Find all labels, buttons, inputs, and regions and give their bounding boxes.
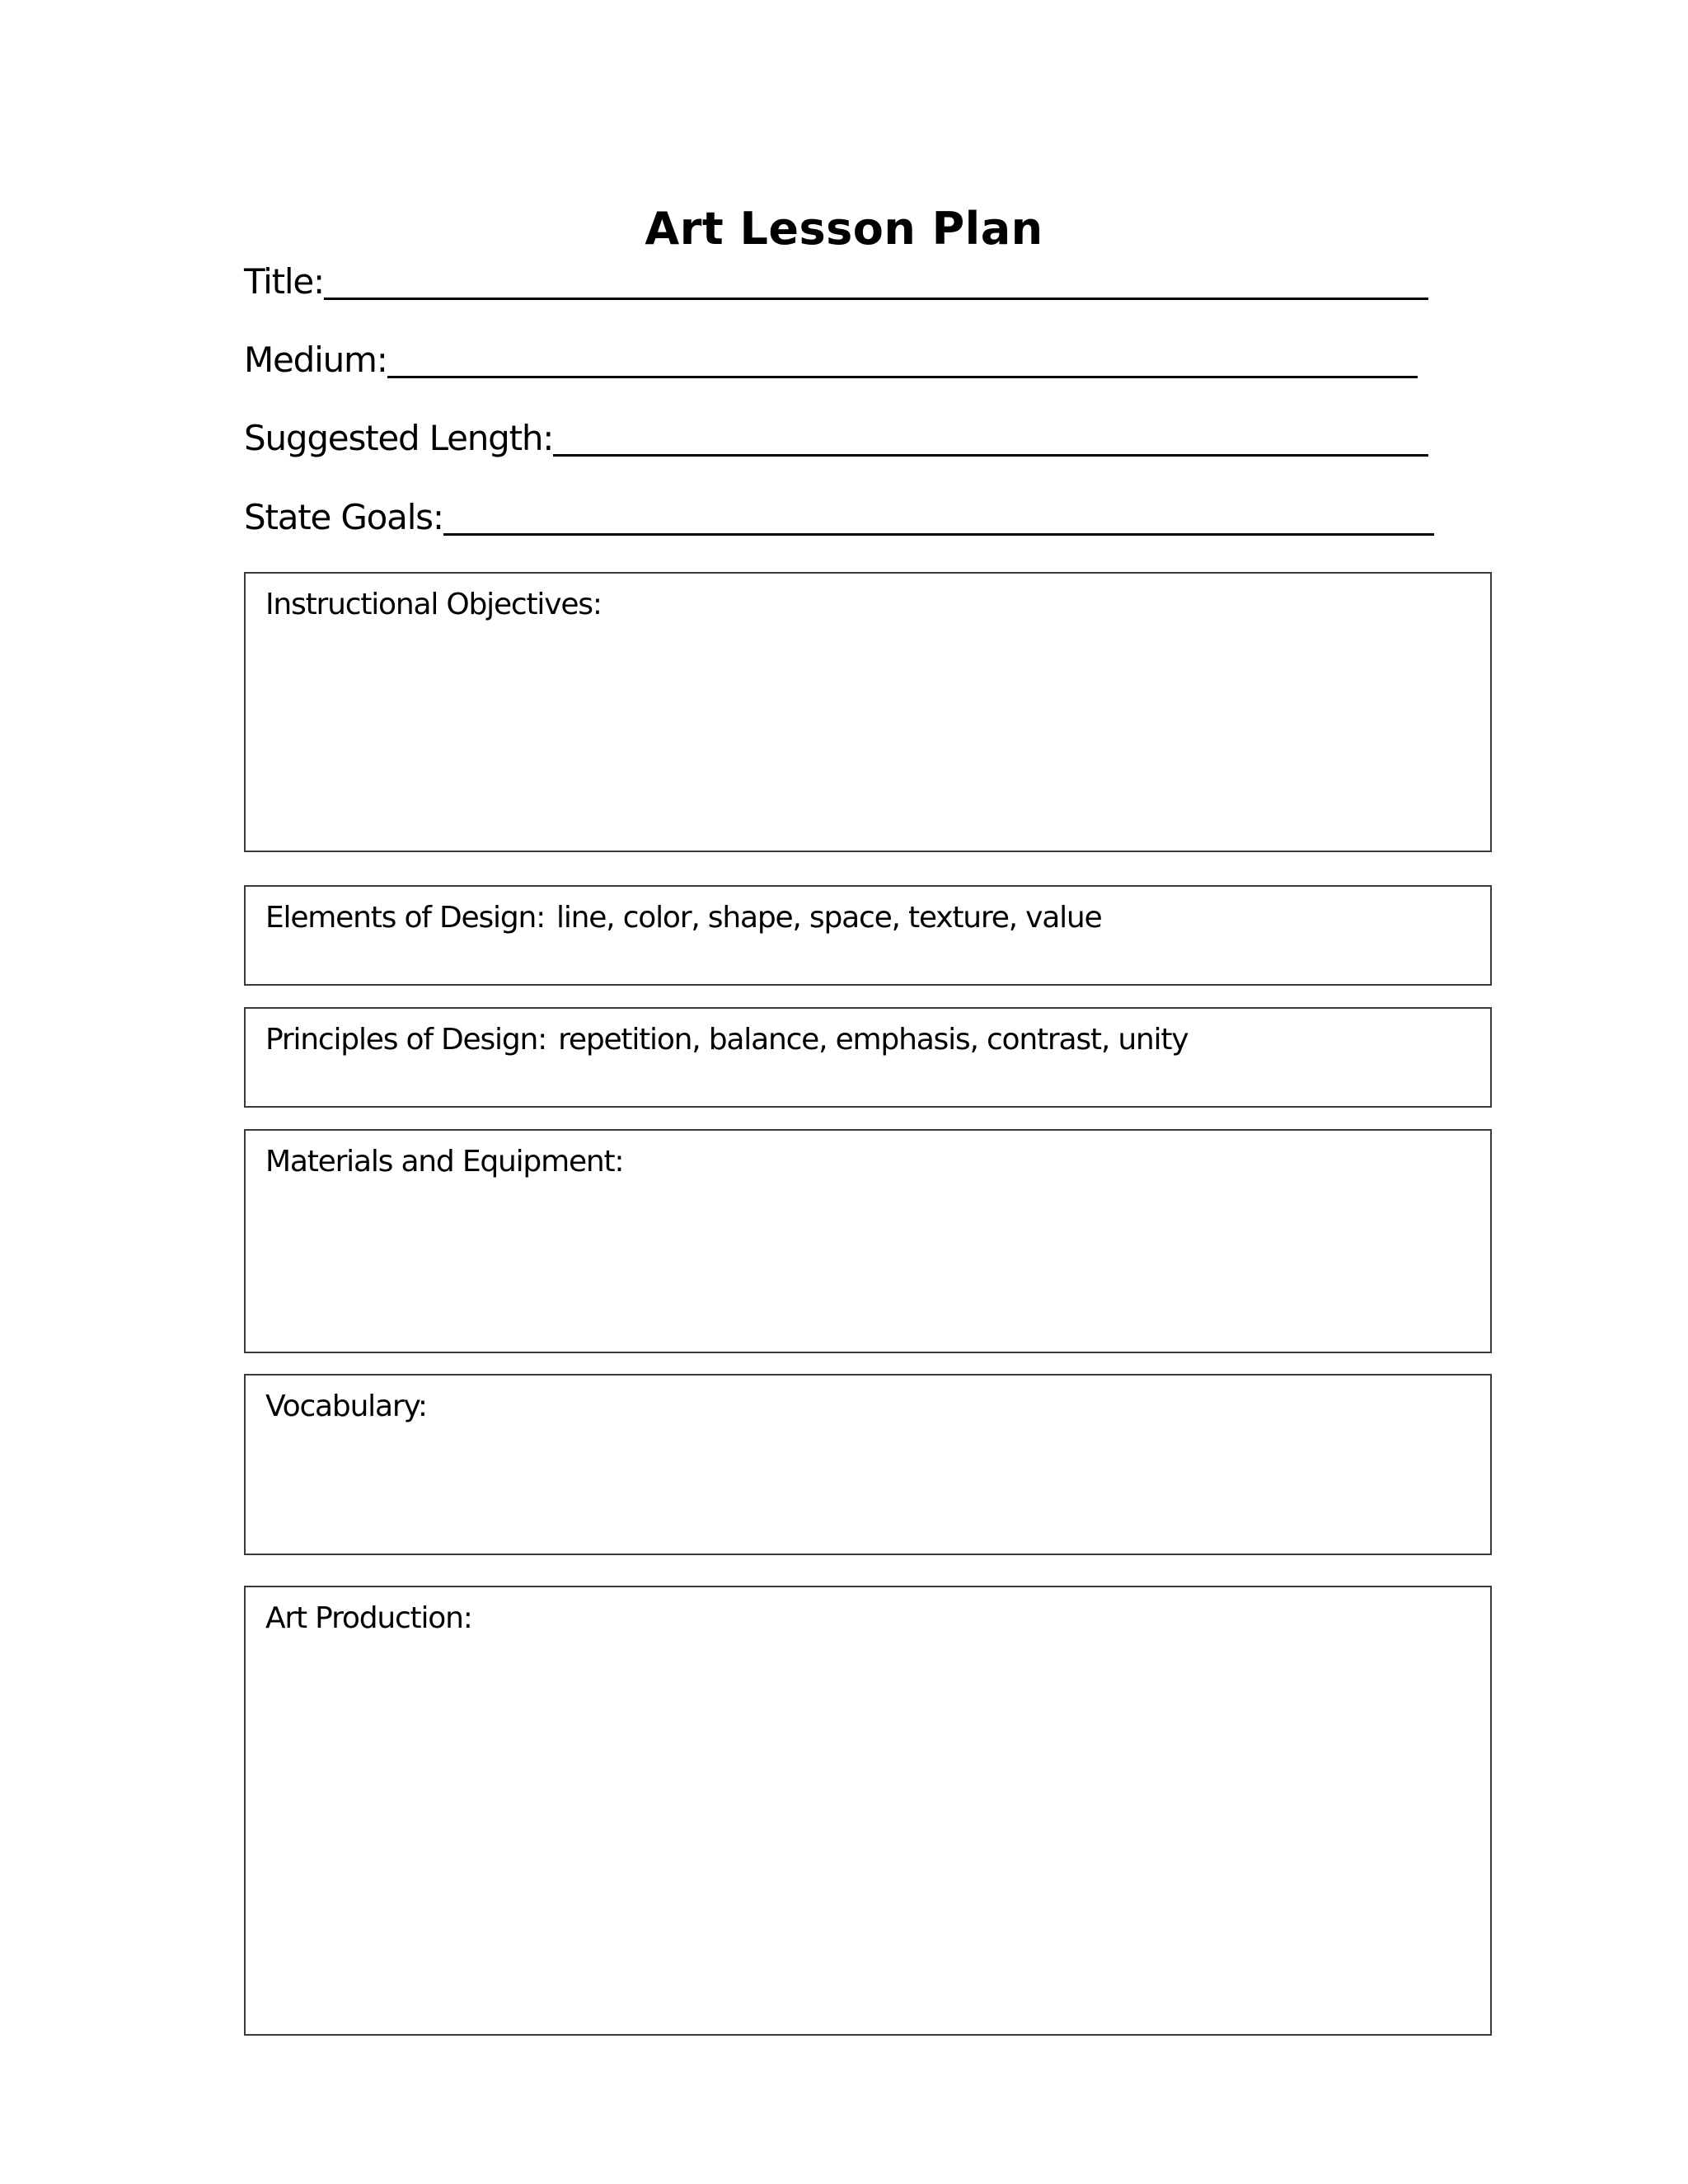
principles-of-design-box[interactable] (244, 1007, 1492, 1108)
instructional-objectives-label: Instructional Objectives: (265, 588, 602, 621)
state-goals-field-label: State Goals: (244, 497, 443, 537)
suggested-length-blank-line[interactable] (553, 454, 1428, 457)
vocabulary-label: Vocabulary: (265, 1390, 427, 1423)
elements-of-design-label: Elements of Design: (265, 901, 546, 935)
medium-field-label: Medium: (244, 340, 387, 380)
materials-and-equipment-label: Materials and Equipment: (265, 1145, 624, 1179)
elements-of-design-text (265, 898, 1101, 938)
title-field-label: Title: (244, 261, 324, 302)
instructional-objectives-box[interactable] (244, 572, 1492, 852)
medium-blank-line[interactable] (387, 376, 1418, 378)
suggested-length-field-label: Suggested Length: (244, 418, 554, 458)
state-goals-blank-line[interactable] (443, 533, 1434, 536)
principles-of-design-label: Principles of Design: (265, 1023, 547, 1057)
medium-field (244, 334, 1418, 385)
vocabulary-box[interactable] (244, 1374, 1492, 1555)
principles-of-design-value: repetition, balance, emphasis, contrast, unity (558, 1023, 1189, 1057)
suggested-length-field (244, 412, 1428, 463)
state-goals-field (244, 491, 1434, 542)
art-production-label: Art Production: (265, 1601, 472, 1635)
page-title: Art Lesson Plan (645, 203, 1043, 255)
principles-of-design-text (265, 1020, 1188, 1060)
materials-and-equipment-box[interactable] (244, 1129, 1492, 1353)
art-production-box[interactable] (244, 1586, 1492, 2036)
elements-of-design-value: line, color, shape, space, texture, value (556, 901, 1102, 935)
title-blank-line[interactable] (324, 298, 1428, 300)
elements-of-design-box[interactable] (244, 885, 1492, 986)
title-field (244, 255, 1428, 307)
